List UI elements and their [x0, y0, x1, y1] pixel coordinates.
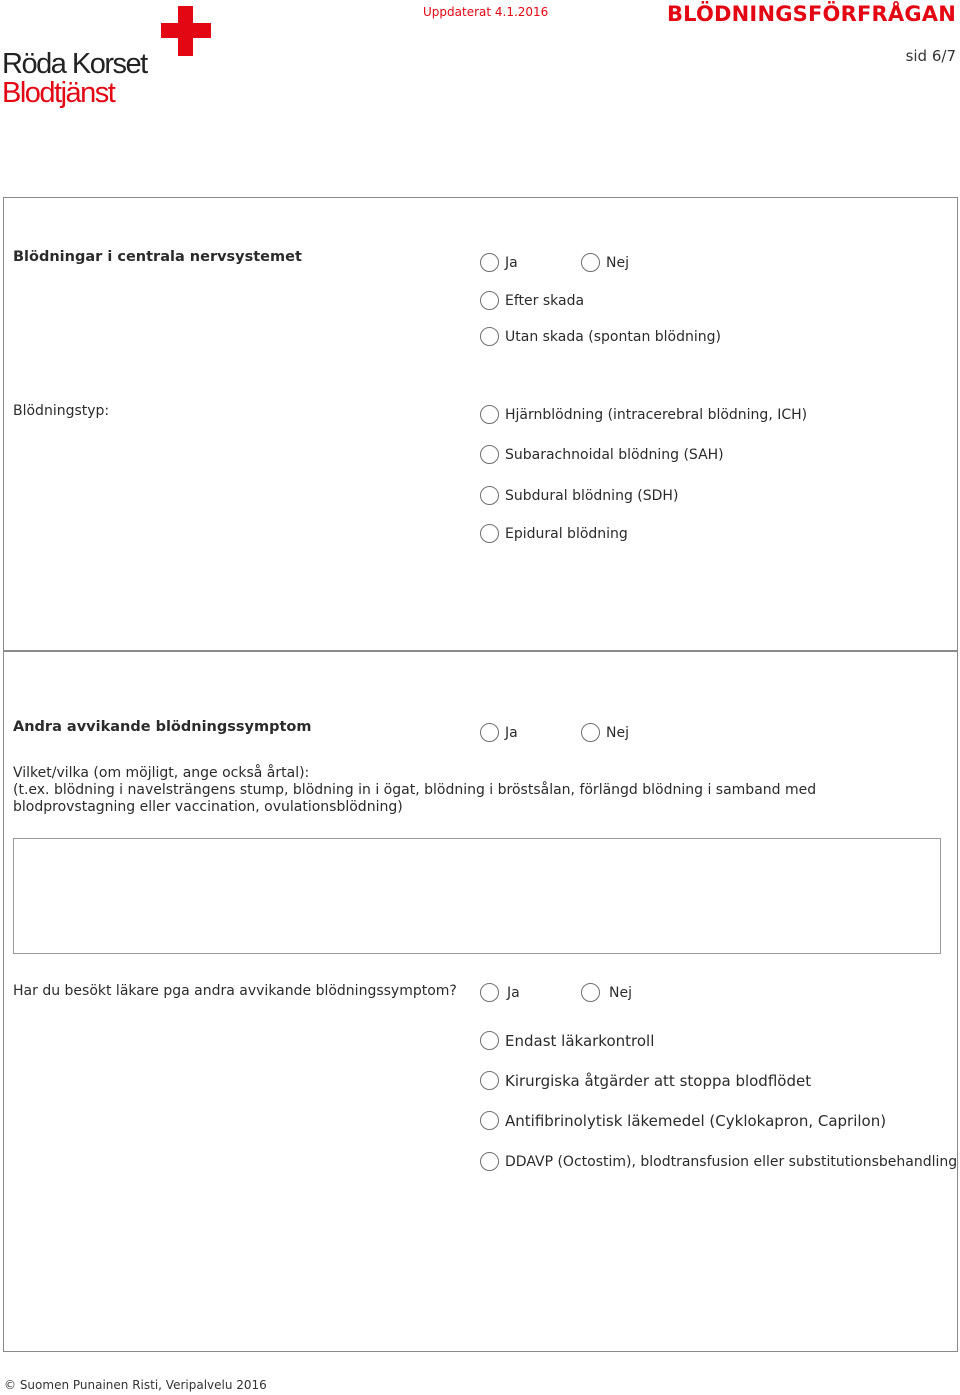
after-injury-option[interactable]	[480, 291, 584, 310]
example-text-line2: blodprovstagning eller vaccination, ovulationsblödning)	[13, 799, 403, 815]
logo-text-blodtjanst: Blodtjänst	[2, 77, 115, 109]
other-symptoms-no-label: Nej	[606, 724, 629, 741]
without-injury-label: Utan skada (spontan blödning)	[505, 328, 721, 345]
updated-date: Uppdaterat 4.1.2016	[423, 5, 549, 19]
other-symptoms-yes-label: Ja	[505, 724, 518, 741]
other-symptoms-yes-radio[interactable]	[480, 723, 499, 742]
doctor-visit-no-radio[interactable]	[581, 983, 600, 1002]
treatment-label-doctor-check: Endast läkarkontroll	[505, 1031, 655, 1050]
bleeding-type-option-epidural[interactable]	[480, 524, 628, 543]
bleeding-type-label: Blödningstyp:	[13, 403, 110, 419]
bleeding-type-option-sdh[interactable]	[480, 486, 678, 505]
bleeding-type-radio[interactable]	[480, 524, 499, 543]
doctor-visit-no-label: Nej	[609, 984, 632, 1001]
bleeding-type-radio[interactable]	[480, 405, 499, 424]
cns-yes-radio[interactable]	[480, 253, 499, 272]
treatment-label-ddavp: DDAVP (Octostim), blodtransfusion eller substitutionsbehandling	[505, 1153, 958, 1170]
other-symptoms-yes-option[interactable]	[480, 723, 518, 742]
after-injury-label: Efter skada	[505, 292, 585, 309]
other-symptoms-no-radio[interactable]	[581, 723, 600, 742]
cns-yes-label: Ja	[505, 254, 518, 271]
cns-no-option[interactable]	[581, 253, 629, 272]
example-text-line1: (t.ex. blödning i navelsträngens stump, blödning in i ögat, blödning i bröstsålan, förlängd blödning i samband med	[13, 782, 817, 798]
after-injury-radio[interactable]	[480, 291, 499, 310]
treatment-option-antifibrinolytic[interactable]	[480, 1111, 886, 1130]
bleeding-type-option-ich[interactable]	[480, 405, 807, 424]
other-symptoms-no-option[interactable]	[581, 723, 629, 742]
bleeding-type-label-sah: Subarachnoidal blödning (SAH)	[505, 446, 724, 463]
footer-copyright: © Suomen Punainen Risti, Veripalvelu 2016	[4, 1378, 267, 1392]
doctor-visit-yes-option[interactable]	[480, 983, 520, 1002]
without-injury-radio[interactable]	[480, 327, 499, 346]
without-injury-option[interactable]	[480, 327, 721, 346]
which-symptoms-label: Vilket/vilka (om möjligt, ange också årtal):	[13, 765, 310, 781]
document-title: BLÖDNINGSFÖRFRÅGAN	[666, 2, 956, 26]
treatment-label-antifibrinolytic: Antifibrinolytisk läkemedel (Cyklokapron, Caprilon)	[505, 1111, 887, 1130]
bleeding-type-label-sdh: Subdural blödning (SDH)	[505, 487, 679, 504]
cns-no-label: Nej	[606, 254, 629, 271]
red-cross-logo	[2, 6, 212, 110]
red-cross-icon	[161, 6, 211, 56]
doctor-visit-yes-label: Ja	[507, 984, 520, 1001]
treatment-radio[interactable]	[480, 1111, 499, 1130]
page-number: sid 6/7	[905, 47, 956, 65]
logo-text-roda-korset: Röda Korset	[2, 48, 147, 80]
cns-no-radio[interactable]	[581, 253, 600, 272]
doctor-visit-question: Har du besökt läkare pga andra avvikande blödningssymptom?	[13, 983, 457, 999]
treatment-radio[interactable]	[480, 1071, 499, 1090]
bleeding-type-option-sah[interactable]	[480, 445, 724, 464]
bleeding-type-label-epidural: Epidural blödning	[505, 525, 628, 542]
bleeding-type-label-ich: Hjärnblödning (intracerebral blödning, ICH)	[505, 406, 808, 423]
doctor-visit-no-option[interactable]	[581, 983, 632, 1002]
other-symptoms-heading: Andra avvikande blödningssymptom	[13, 719, 312, 735]
treatment-option-surgical[interactable]	[480, 1071, 811, 1090]
cns-yes-option[interactable]	[480, 253, 518, 272]
cns-bleeding-heading: Blödningar i centrala nervsystemet	[13, 249, 302, 265]
treatment-option-doctor-check[interactable]	[480, 1031, 654, 1050]
doctor-visit-yes-radio[interactable]	[480, 983, 499, 1002]
bleeding-type-radio[interactable]	[480, 486, 499, 505]
symptoms-text-field[interactable]	[13, 838, 941, 954]
treatment-label-surgical: Kirurgiska åtgärder att stoppa blodflödet	[505, 1071, 812, 1090]
bleeding-type-radio[interactable]	[480, 445, 499, 464]
treatment-radio[interactable]	[480, 1031, 499, 1050]
treatment-radio[interactable]	[480, 1152, 499, 1171]
treatment-option-ddavp[interactable]	[480, 1152, 957, 1171]
